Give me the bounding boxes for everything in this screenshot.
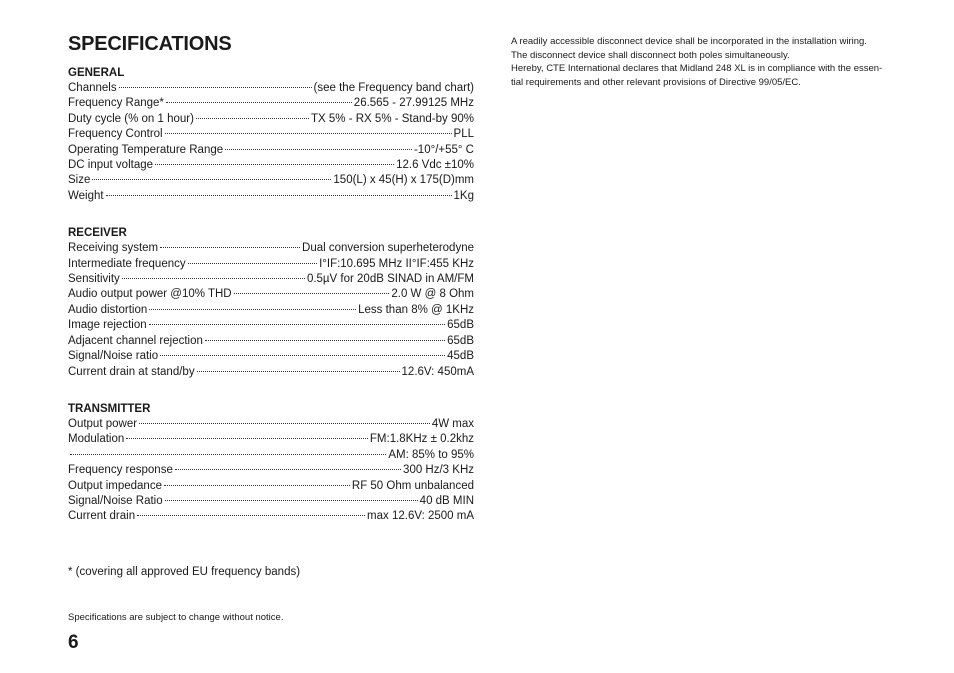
compliance-line: Hereby, CTE International declares that Midland 248 XL is in compliance with the essen- [511,63,883,75]
spec-label: Output impedance [68,479,162,492]
spec-value: 1Kg [453,189,474,202]
spec-label: Sensitivity [68,273,120,286]
spec-value: I°IF:10.695 MHz II°IF:455 KHz [319,257,474,270]
section-heading: GENERAL [68,67,125,79]
dot-leader [205,340,445,341]
spec-value: (see the Frequency band chart) [313,82,474,94]
spec-row [68,96,474,111]
dot-leader [160,247,300,248]
dot-leader [122,278,305,279]
specifications-column [68,32,474,525]
dot-leader [165,500,418,501]
dot-leader [106,195,452,196]
change-notice: Specifications are subject to change without notice. [68,612,284,623]
dot-leader [197,371,400,372]
spec-value: RF 50 Ohm unbalanced [351,479,474,492]
compliance-line: tial requirements and other relevant provisions of Directive 99/05/EC. [511,76,801,88]
spec-value: FM:1.8KHz ± 0.2khz [369,433,474,446]
spec-value: PLL [453,128,474,141]
dot-leader [139,423,430,424]
page-number: 6 [68,632,79,653]
dot-leader [149,324,446,325]
spec-value: max 12.6V: 2500 mA [367,510,474,523]
spec-label: Frequency Range* [68,97,164,110]
spec-label: Intermediate frequency [68,257,186,270]
spec-row [68,479,474,494]
dot-leader [137,515,365,516]
section-heading: RECEIVER [68,227,127,240]
spec-value: TX 5% - RX 5% - Stand-by 90% [311,112,474,125]
dot-leader [126,438,368,439]
spec-label: DC input voltage [68,159,154,172]
spec-row [68,241,474,256]
spec-row [68,463,474,478]
spec-value: AM: 85% to 95% [388,448,474,461]
spec-row [68,257,474,272]
dot-leader [164,485,350,486]
spec-value: 26.565 - 27.99125 MHz [353,97,474,110]
spec-value: 150(L) x 45(H) x 175(D)mm [333,174,474,187]
spec-label: Audio distortion [68,303,148,316]
spec-label: Image rejection [68,319,147,332]
spec-value: 2.0 W @ 8 Ohm [391,288,474,301]
spec-value: Less than 8% @ 1KHz [358,303,474,316]
compliance-line: A readily accessible disconnect device shall be incorporated in the installation wiring. [511,36,867,47]
compliance-notes [511,35,921,89]
dot-leader [188,263,317,264]
spec-value: 12.6V: 450mA [401,365,474,378]
dot-leader [92,179,331,180]
spec-label: Duty cycle (% on 1 hour) [68,112,194,125]
footnote: * (covering all approved EU frequency bands) [68,566,301,578]
spec-label: Receiving system [68,242,159,255]
spec-row [68,287,474,302]
dot-leader [155,164,394,165]
dot-leader [165,133,452,134]
spec-label: Current drain at stand/by [68,365,195,378]
spec-row [68,158,474,173]
spec-label: Size [68,174,91,187]
spec-row [68,189,474,204]
section-heading: TRANSMITTER [68,402,151,415]
dot-leader [160,355,445,356]
spec-label: Signal/Noise Ratio [68,494,163,507]
spec-label: Signal/Noise ratio [68,350,159,363]
spec-sections [68,66,474,525]
spec-value: 12.6 Vdc ±10% [396,159,474,172]
section-gap [68,204,474,226]
spec-label: Operating Temperature Range [68,143,224,156]
dot-leader [70,454,386,455]
spec-label: Frequency Control [68,128,163,141]
spec-label: Weight [68,189,104,202]
compliance-line: The disconnect device shall disconnect both poles simultaneously. [511,49,790,61]
spec-row [68,272,474,287]
spec-value: Dual conversion superheterodyne [302,242,474,255]
spec-row [68,334,474,349]
spec-row [68,303,474,318]
spec-row [68,127,474,142]
spec-row [68,349,474,364]
spec-value: 300 Hz/3 KHz [403,464,474,477]
spec-value: 65dB [447,334,474,347]
spec-row [68,318,474,333]
dot-leader [119,87,312,88]
spec-label: Current drain [68,510,136,523]
spec-label: Output power [68,417,138,430]
spec-row [68,81,474,96]
dot-leader [175,469,401,470]
page-title: SPECIFICATIONS [68,33,232,55]
spec-value: -10°/+55° C [413,143,474,156]
spec-row [68,509,474,524]
spec-value: 65dB [447,319,474,332]
dot-leader [234,293,390,294]
section-gap [68,380,474,402]
spec-row [68,417,474,432]
spec-row [68,143,474,158]
spec-value: 40 dB MIN [419,494,474,507]
spec-value: 0.5µV for 20dB SINAD in AM/FM [306,273,474,286]
spec-label: Channels [68,82,117,94]
spec-label: Audio output power @10% THD [68,288,232,301]
spec-label: Modulation [68,433,125,446]
spec-label: Frequency response [68,464,173,477]
spec-value: 4W max [431,417,474,430]
spec-row [68,494,474,509]
dot-leader [196,118,309,119]
spec-label: Adjacent channel rejection [68,334,203,347]
spec-row [68,448,474,463]
spec-row [68,432,474,447]
dot-leader [149,309,356,310]
spec-row [68,173,474,188]
spec-row [68,365,474,380]
spec-value: 45dB [447,350,474,363]
spec-row [68,112,474,127]
dot-leader [166,102,352,103]
dot-leader [225,149,412,150]
